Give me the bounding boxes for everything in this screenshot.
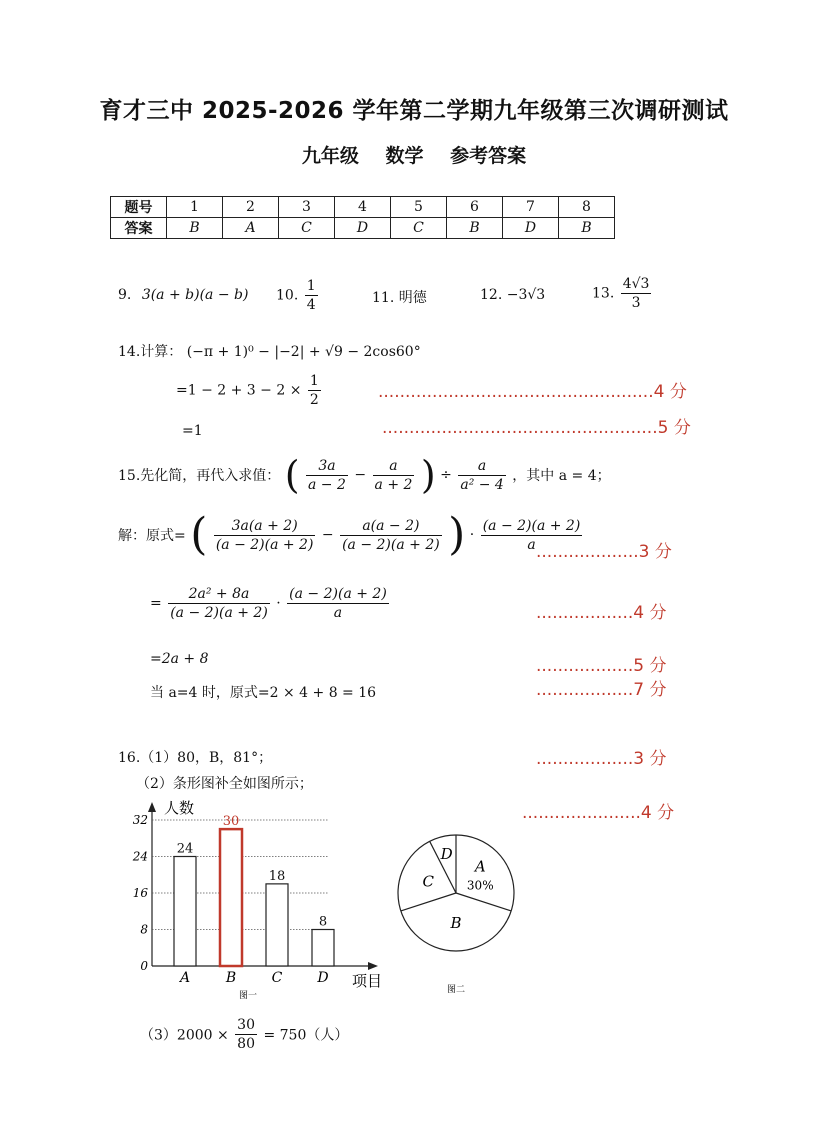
q16-part1: 16.（1）80，B，81°； [118, 750, 273, 766]
q16-part3-fraction [235, 1016, 257, 1053]
bar-chart [128, 798, 390, 1003]
q12 [480, 287, 545, 303]
fraction-denominator: (a − 2)(a + 2) [215, 536, 314, 553]
fraction-denominator: 4 [306, 297, 316, 313]
table-cell: C [279, 218, 335, 239]
paren-close: ) [420, 453, 436, 497]
q11 [372, 287, 427, 307]
q15-fraction-1 [306, 457, 348, 494]
table-cell: B [559, 218, 615, 239]
q16-part3 [140, 1016, 348, 1053]
q9-answer: 3(a + b)(a − b) [141, 287, 249, 303]
s2-fraction-1 [168, 585, 270, 622]
q14-score-1: ...................................................4 分 [378, 382, 687, 402]
q15-score-4: ..................7 分 [536, 680, 667, 700]
answer-table [110, 196, 615, 239]
q13-num: 13. [592, 285, 615, 302]
fraction-numerator: 3a [306, 457, 348, 476]
table-cell: 5 [391, 197, 447, 218]
q9-num: 9. [118, 287, 132, 303]
table-cell: 7 [503, 197, 559, 218]
table-cell: 4 [335, 197, 391, 218]
q16-score-2: ......................4 分 [522, 803, 675, 823]
q14-expression: (−π + 1)⁰ − |−2| + √9 − 2cos60° [186, 344, 421, 360]
table-cell: 2 [223, 197, 279, 218]
table-header-cell: 题号 [111, 197, 167, 218]
q15-step4: 当 a=4 时，原式=2 × 4 + 8 = 16 [150, 685, 377, 701]
q14-step1-fraction [308, 372, 321, 409]
fraction-denominator: (a − 2)(a + 2) [170, 605, 268, 621]
q16-part3-text-b: = 750（人） [263, 1027, 349, 1044]
q14-step1 [176, 372, 323, 409]
divide-sign: ÷ [440, 467, 452, 483]
y-axis-label: 人数 [164, 799, 195, 817]
bar-C [266, 884, 288, 966]
q13-fraction [621, 275, 652, 312]
page-title: 育才三中 2025-2026 学年第二学期九年级第三次调研测试 [99, 98, 729, 124]
bar-B [220, 829, 242, 966]
table-header-cell: 答案 [111, 218, 167, 239]
minus-sign: − [354, 467, 367, 483]
fraction-numerator: (a − 2)(a + 2) [289, 586, 387, 602]
minus-sign: − [321, 527, 334, 543]
q10-fraction [305, 277, 318, 314]
q10 [276, 277, 320, 314]
q13 [592, 275, 653, 312]
y-tick-label: 32 [132, 813, 148, 827]
fraction-denominator: 80 [237, 1036, 255, 1052]
chart-caption: 图二 [446, 985, 466, 995]
q11-answer: 明德 [398, 290, 427, 306]
q9 [118, 287, 248, 303]
q15-label: 15.先化简，再代入求值： [118, 468, 281, 484]
table-row-numbers [111, 197, 615, 218]
fraction-denominator: a² − 4 [460, 476, 504, 493]
fraction-denominator: 3 [631, 295, 641, 311]
q15-step3: =2a + 8 [150, 651, 209, 667]
q15-solution-step2 [150, 585, 391, 622]
paren-open: ( [284, 453, 300, 497]
fraction-numerator: a [373, 457, 415, 476]
q16-part3-text-a: （3）2000 × [140, 1027, 229, 1044]
fraction-numerator: 3a(a + 2) [214, 517, 316, 536]
table-cell: C [391, 218, 447, 239]
s1-fraction-2 [340, 517, 442, 554]
paren-close: ) [448, 509, 466, 560]
x-tick-label: B [225, 970, 237, 986]
fraction-numerator: a [458, 457, 506, 476]
pie-percent-label: 30% [466, 878, 494, 893]
subtitle-subject: 数学 [385, 145, 424, 167]
table-cell: B [447, 218, 503, 239]
bar-D [312, 930, 334, 967]
pie-label: D [440, 845, 453, 864]
subtitle-answer: 参考答案 [450, 145, 527, 167]
s1-fraction-1 [214, 517, 316, 554]
solution-label: 解：原式= [118, 528, 186, 544]
q15-question [118, 453, 611, 497]
q15-condition: ，其中 a = 4； [512, 468, 611, 484]
fraction-denominator: a [527, 536, 536, 553]
y-tick-label: 8 [140, 922, 148, 937]
table-cell: A [223, 218, 279, 239]
q15-score-3: ..................5 分 [536, 656, 667, 676]
page-subtitle [0, 141, 828, 168]
pie-label: B [450, 914, 462, 932]
bar-value-label: 8 [318, 914, 328, 930]
dot-sign: · [469, 527, 475, 543]
fraction-numerator: 4√3 [622, 276, 650, 292]
fraction-denominator: a + 2 [374, 476, 413, 493]
table-cell: 1 [167, 197, 223, 218]
table-cell: B [167, 218, 223, 239]
fraction-numerator: 2a² + 8a [168, 585, 270, 604]
x-axis-label: 项目 [352, 972, 383, 990]
y-tick-label: 24 [132, 849, 148, 864]
fraction-denominator: 2 [309, 392, 319, 408]
y-axis-arrow [148, 802, 156, 812]
bar-value-label: 30 [222, 814, 240, 830]
dot-sign: · [276, 595, 281, 612]
q11-num: 11. [372, 290, 395, 306]
y-tick-label: 0 [140, 959, 148, 973]
fraction-denominator: (a − 2)(a + 2) [342, 536, 440, 553]
fraction-numerator: 1 [309, 373, 319, 389]
q12-num: 12. [480, 287, 503, 303]
fraction-denominator: a [333, 605, 343, 621]
s2-fraction-2 [287, 585, 389, 622]
table-cell: D [335, 218, 391, 239]
q16-part2: （2）条形图补全如图所示； [136, 776, 313, 792]
fraction-numerator: a(a − 2) [340, 517, 442, 536]
table-row-answers [111, 218, 615, 239]
bar-A [174, 857, 196, 967]
subtitle-grade: 九年级 [301, 145, 359, 167]
q15-fraction-2 [373, 457, 415, 494]
x-axis-arrow [368, 962, 378, 970]
q10-num: 10. [276, 287, 299, 304]
pie-chart [390, 830, 530, 1000]
y-tick-label: 16 [132, 886, 148, 900]
table-cell: 6 [447, 197, 503, 218]
q16-score-1: ..................3 分 [536, 749, 667, 769]
q14-question [118, 341, 421, 361]
table-cell: D [503, 218, 559, 239]
fraction-numerator: 30 [237, 1017, 255, 1033]
x-tick-label: D [317, 970, 329, 986]
q15-solution-step1 [118, 509, 584, 560]
pie-label: C [422, 872, 435, 891]
q14-label: 14.计算： [118, 344, 183, 360]
fraction-numerator: 1 [306, 278, 316, 294]
bar-value-label: 24 [176, 841, 194, 857]
equals-sign: = [150, 595, 162, 612]
table-cell: 8 [559, 197, 615, 218]
table-cell: 3 [279, 197, 335, 218]
x-tick-label: C [271, 970, 283, 986]
q15-fraction-3 [458, 457, 506, 494]
pie-label: A [474, 857, 486, 876]
paren-open: ( [190, 509, 208, 560]
chart-caption: 图一 [238, 991, 258, 1001]
q14-step1-text: =1 − 2 + 3 − 2 × [176, 382, 302, 399]
bar-value-label: 18 [268, 868, 286, 884]
q14-score-2: ...................................................5 分 [382, 418, 691, 438]
fraction-denominator: a − 2 [308, 476, 346, 493]
fraction-numerator: (a − 2)(a + 2) [482, 517, 581, 534]
q15-score-1: ...................3 分 [536, 542, 672, 562]
q15-score-2: ..................4 分 [536, 603, 667, 623]
x-tick-label: A [179, 970, 191, 986]
q14-step2: =1 [182, 423, 203, 439]
q12-answer: −3√3 [506, 287, 546, 303]
